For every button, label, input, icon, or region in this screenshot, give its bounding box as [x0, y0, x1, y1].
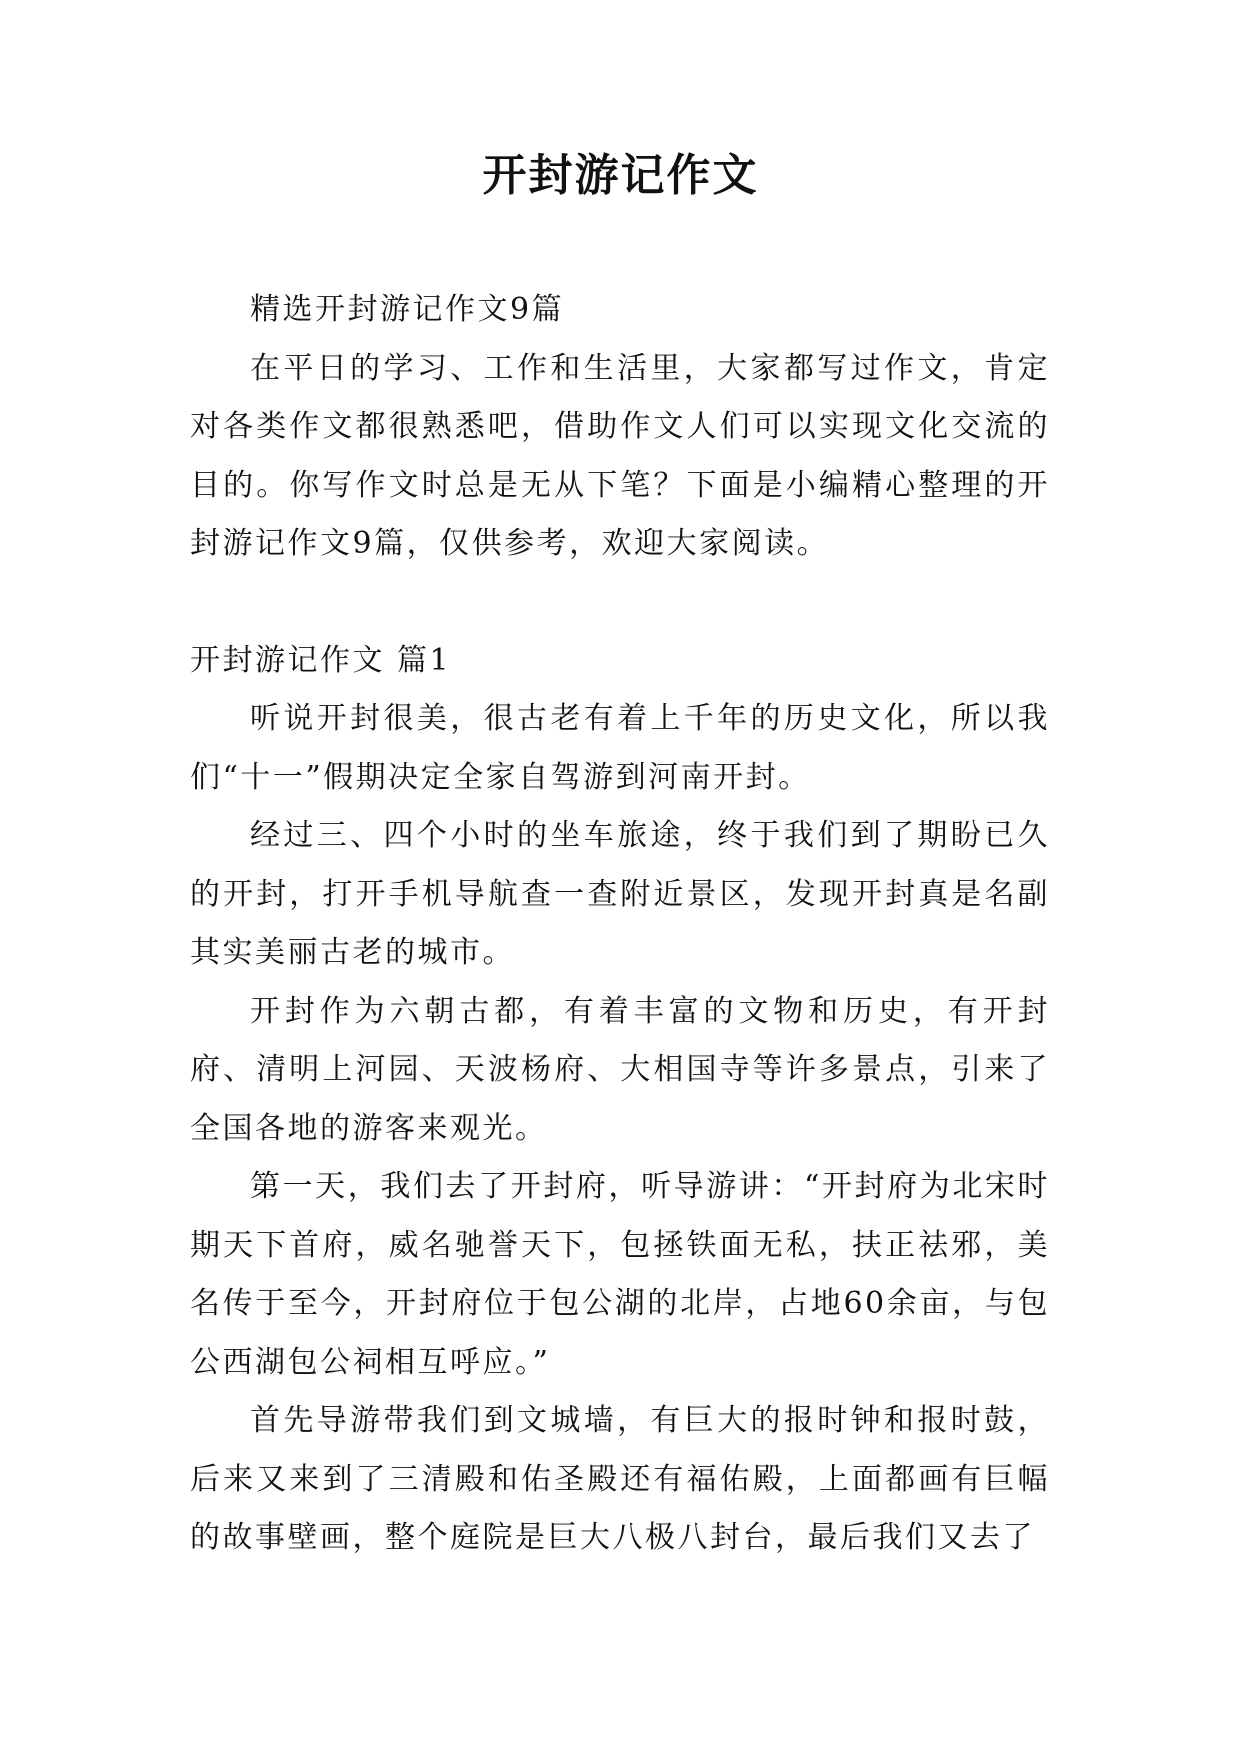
body-paragraph-4: 第一天，我们去了开封府，听导游讲：“开封府为北宋时期天下首府，威名驰誉天下，包拯铁面无私，扶正祛邪，美名传于至今，开封府位于包公湖的北岸，占地60余亩，与包公西湖包公祠相互呼应。”	[190, 1169, 1050, 1380]
body-paragraph-5: 首先导游带我们到文城墙，有巨大的报时钟和报时鼓，后来又来到了三清殿和佑圣殿还有福佑殿，上面都画有巨幅的故事壁画，整个庭院是巨大八极八封台，最后我们又去了	[190, 1403, 1050, 1555]
section-heading: 开封游记作文 篇1	[190, 642, 452, 678]
paragraph-gap	[190, 574, 1050, 632]
body-paragraph-1: 听说开封很美，很古老有着上千年的历史文化，所以我们“十一”假期决定全家自驾游到河南开封。	[190, 701, 1050, 795]
document-body	[190, 281, 1050, 1568]
subtitle: 精选开封游记作文9篇	[250, 292, 565, 327]
body-paragraph-2: 经过三、四个小时的坐车旅途，终于我们到了期盼已久的开封，打开手机导航查一查附近景区，发现开封真是名副其实美丽古老的城市。	[190, 818, 1050, 970]
body-paragraph-3: 开封作为六朝古都，有着丰富的文物和历史，有开封府、清明上河园、天波杨府、大相国寺等许多景点，引来了全国各地的游客来观光。	[190, 993, 1050, 1146]
document-title: 开封游记作文	[482, 150, 759, 201]
intro-paragraph: 在平日的学习、工作和生活里，大家都写过作文，肯定对各类作文都很熟悉吧，借助作文人们可以实现文化交流的目的。你写作文时总是无从下笔？下面是小编精心整理的开封游记作文9篇，仅供参考，欢迎大家阅读。	[190, 350, 1050, 561]
